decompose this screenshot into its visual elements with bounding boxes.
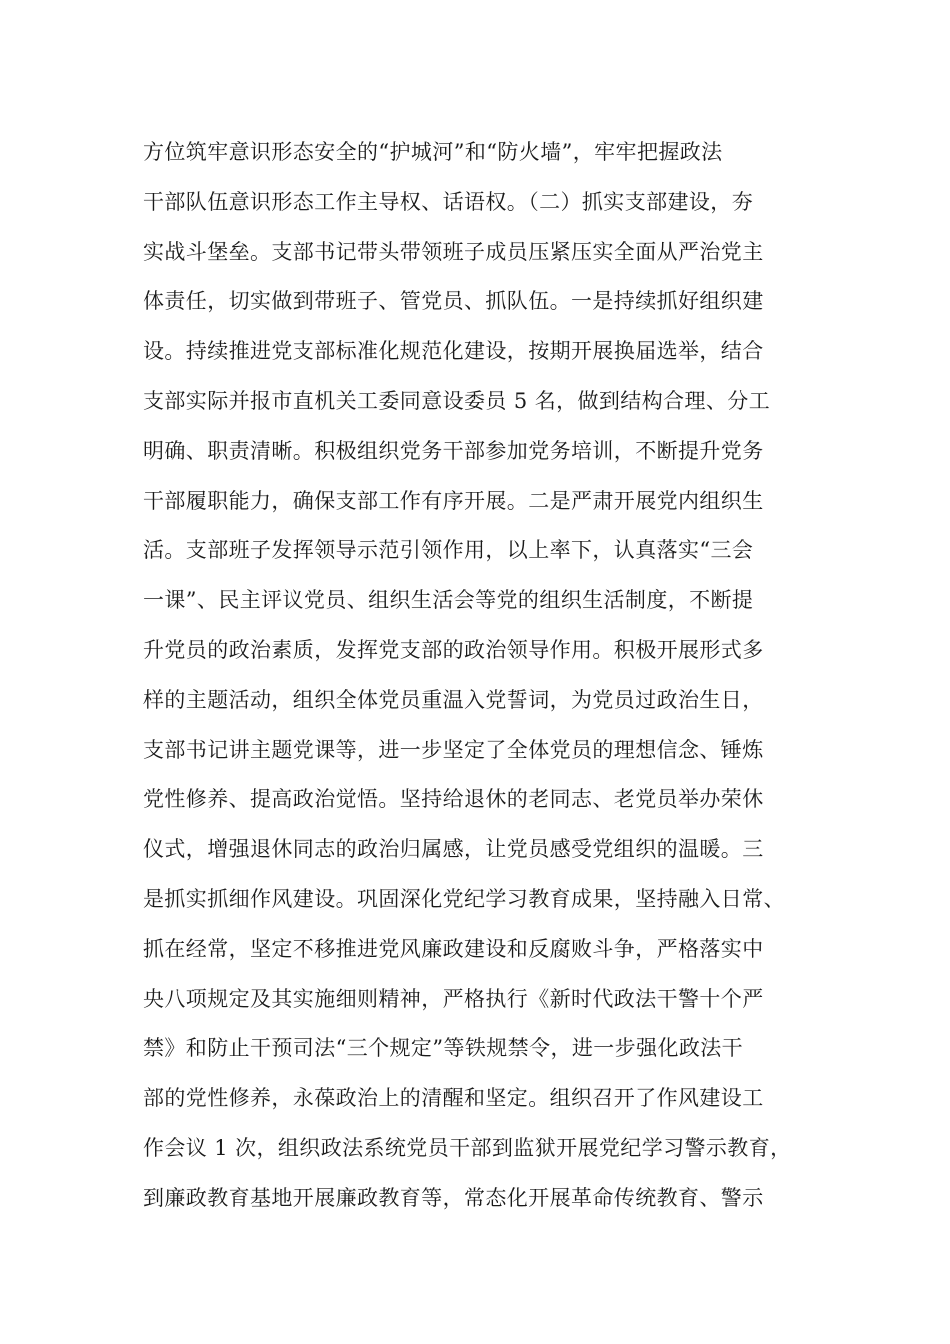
text-line: 作会议 1 次，组织政法系统党员干部到监狱开展党纪学习警示教育， [143, 1135, 792, 1160]
text-line: 央八项规定及其实施细则精神，严格执行《新时代政法干警十个严 [143, 986, 764, 1011]
text-line: 样的主题活动，组织全体党员重温入党誓词，为党员过政治生日， [143, 687, 764, 712]
text-line: 到廉政教育基地开展廉政教育等，常态化开展革命传统教育、警示 [143, 1185, 764, 1210]
text-line: 干部履职能力，确保支部工作有序开展。二是严肃开展党内组织生 [143, 488, 764, 513]
text-line: 抓在经常，坚定不移推进党风廉政建设和反腐败斗争，严格落实中 [143, 936, 764, 961]
text-line: 干部队伍意识形态工作主导权、话语权。（二）抓实支部建设，夯 [143, 189, 754, 214]
text-line: 一课”、民主评议党员、组织生活会等党的组织生活制度，不断提 [143, 588, 754, 613]
text-line: 是抓实抓细作风建设。巩固深化党纪学习教育成果，坚持融入日常、 [143, 886, 785, 911]
text-line: 设。持续推进党支部标准化规范化建设，按期开展换届选举，结合 [143, 339, 764, 364]
body-paragraph [143, 128, 833, 1224]
text-line: 支部书记讲主题党课等，进一步坚定了全体党员的理想信念、锤炼 [143, 737, 764, 762]
text-line: 支部实际并报市直机关工委同意设委员 5 名，做到结构合理、分工 [143, 388, 771, 413]
text-line: 禁》和防止干预司法“三个规定”等铁规禁令，进一步强化政法干 [143, 1036, 744, 1061]
text-line: 活。支部班子发挥领导示范引领作用，以上率下，认真落实“三会 [143, 538, 754, 563]
text-line: 明确、职责清晰。积极组织党务干部参加党务培训，不断提升党务 [143, 438, 764, 463]
text-line: 体责任，切实做到带班子、管党员、抓队伍。一是持续抓好组织建 [143, 289, 764, 314]
text-line: 升党员的政治素质，发挥党支部的政治领导作用。积极开展形式多 [143, 637, 764, 662]
text-line: 党性修养、提高政治觉悟。坚持给退休的老同志、老党员举办荣休 [143, 787, 764, 812]
text-line: 部的党性修养，永葆政治上的清醒和坚定。组织召开了作风建设工 [143, 1086, 764, 1111]
text-line: 仪式，增强退休同志的政治归属感，让党员感受党组织的温暖。三 [143, 837, 764, 862]
text-line: 方位筑牢意识形态安全的“护城河”和“防火墙”，牢牢把握政法 [143, 140, 723, 164]
text-line: 实战斗堡垒。支部书记带头带领班子成员压紧压实全面从严治党主 [143, 239, 764, 264]
